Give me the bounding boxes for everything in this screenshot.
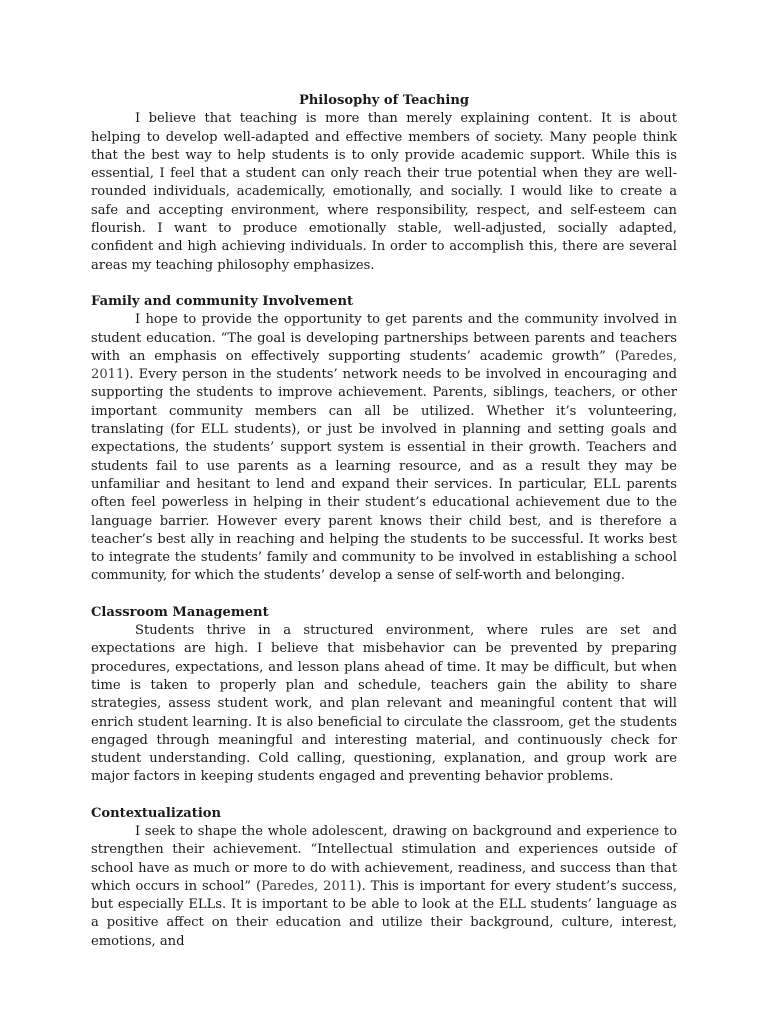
section-paragraph-context [91, 823, 677, 951]
intro-paragraph: I believe that teaching is more than merely explaining content. It is about helping to develop well-adapted and effective members of society. Many people think that the best way to help students is to only provide academic support. While this is essential, I feel that a student can only reach their true potential when they are well-rounded individuals, academically, emotionally, and socially. I would like to create a safe and accepting environment, where responsibility, respect, and self-esteem can flourish. I want to produce emotionally stable, well-adjusted, socially adapted, confident and high achieving individuals. In order to accomplish this, there are several areas my teaching philosophy emphasizes. [91, 111, 677, 273]
family-citation: Paredes, 2011 [91, 348, 677, 383]
document-title: Philosophy of Teaching [298, 93, 470, 108]
section-heading-classroom: Classroom Management [91, 604, 269, 620]
context-citation: Paredes, 2011 [261, 878, 357, 894]
family-text-after: ). Every person in the students’ network needs to be involved in encouraging and supporting the students to improve achievement. Parents, siblings, teachers, or other important community members can all be utilized. Whether it’s volunteering, translating (for ELL students), or just be involved in planning and setting goals and expectations, the students’ support system is essential in their growth. Teachers and students fail to use parents as a learning resource, and as a result they may be unfamiliar and hesitant to lend and expand their services. In particular, ELL parents often feel powerless in helping in their student’s educational achievement due to the language barrier. However every parent knows their child best, and is therefore a teacher’s best ally in reaching and helping the students to be successful. It works best to integrate the students’ family and community to be involved in establishing a school community, for which the students’ develop a sense of self-worth and belonging. [91, 367, 677, 584]
section-paragraph-family [91, 311, 677, 585]
family-text-before: I hope to provide the opportunity to get parents and the community involved in student education. “The goal is developing partnerships between parents and teachers with an emphasis on effectively supporting students’ academic growth” ( [91, 312, 677, 364]
section-heading-context: Contextualization [91, 805, 222, 821]
section-heading-family: Family and community Involvement [91, 293, 354, 309]
document-content [91, 92, 677, 951]
section-paragraph-classroom: Students thrive in a structured environment, where rules are set and expectations are high. I believe that misbehavior can be prevented by preparing procedures, expectations, and lesson plans ahead of time. It may be difficult, but when time is taken to properly plan and schedule, teachers gain the ability to share strategies, assess student work, and plan relevant and meaningful content that will enrich student learning. It is also beneficial to circulate the classroom, get the students engaged through meaningful and interesting material, and continuously check for student understanding. Cold calling, questioning, explanation, and group work are major factors in keeping students engaged and preventing behavior problems. [91, 623, 677, 785]
context-text-after: ). This is important for every student’s success, but especially ELLs. It is important to be able to look at the ELL students’ language as a positive affect on their education and utilize their background, culture, interest, emotions, and [91, 878, 677, 949]
context-text-before: I seek to shape the whole adolescent, drawing on background and experience to strengthen their achievement. “Intellectual stimulation and experiences outside of school have as much or more to do with achievement, readiness, and success than that which occurs in school” ( [91, 823, 677, 894]
